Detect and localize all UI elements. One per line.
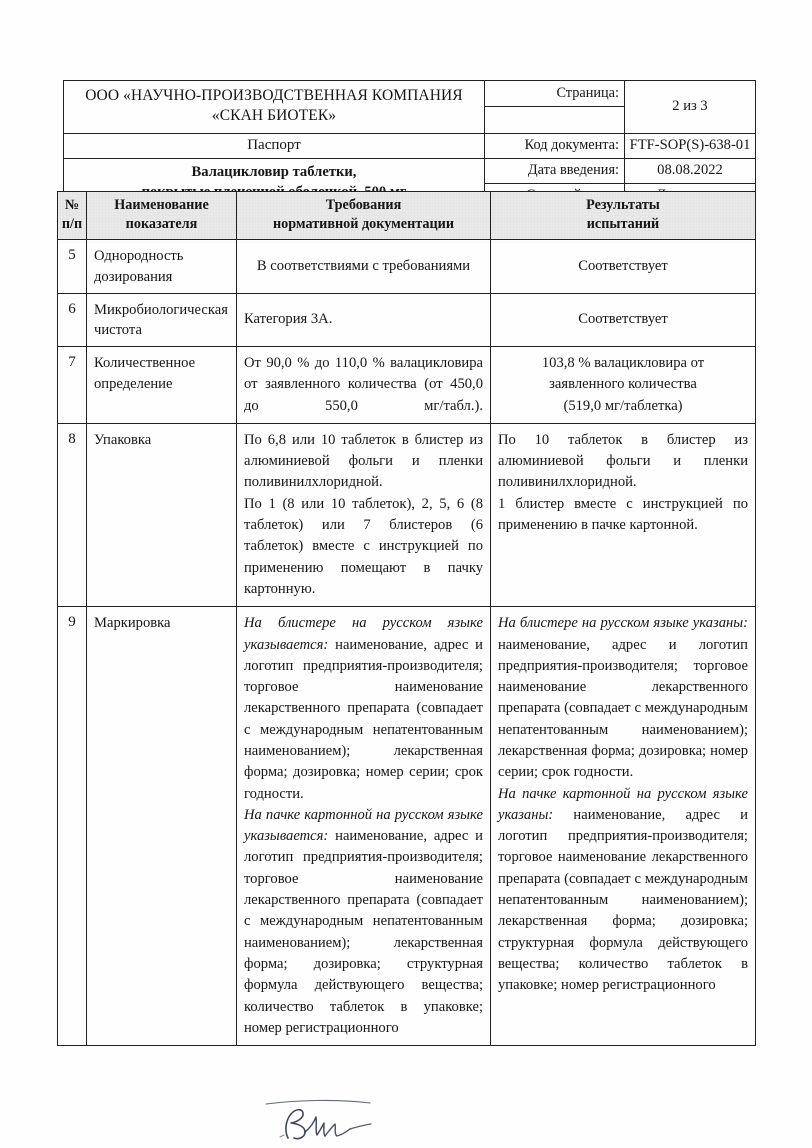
row-requirement: В соответствиями с требованиями bbox=[237, 240, 491, 293]
requirement-paragraph-1: По 6,8 или 10 таблеток в блистер из алюминиевой фольги и пленки поливинилхлоридной. bbox=[244, 431, 483, 491]
requirement-p1-lead: На блистере на русском языке указывается: bbox=[244, 615, 483, 653]
row-indicator-name: Количественное определение bbox=[87, 346, 237, 423]
requirement-p2-body: наименование, адрес и логотип предприятия-производителя; торговое наименование лекарственного препарата (совпадает с международным непатентованным наименованием); лекарственная форма; дозировка; структурная формула действующего вещества; количество таблеток в упаковке; номер регистрационного bbox=[244, 828, 483, 1036]
requirement-p1-body: наименование, адрес и логотип предприятия-производителя; торговое наименование лекарственного препарата (совпадает с международным непатентованным наименованием); лекарственная форма; дозировка; номер серии; срок годности. bbox=[244, 636, 483, 802]
doc-code-value: FTF-SOP(S)-638-01 bbox=[625, 133, 756, 158]
column-header-requirements bbox=[237, 192, 491, 240]
col-req-line2: нормативной документации bbox=[272, 216, 455, 233]
row-number: 6 bbox=[58, 293, 87, 346]
row-number: 9 bbox=[58, 607, 87, 1046]
page-label-spacer bbox=[485, 107, 625, 133]
row-number: 8 bbox=[58, 423, 87, 606]
header-row-organization bbox=[64, 81, 756, 107]
product-line-1: Валацикловир таблетки, bbox=[191, 163, 357, 180]
specification-table bbox=[57, 191, 756, 1046]
row-number: 7 bbox=[58, 346, 87, 423]
col-res-line2: испытаний bbox=[586, 216, 660, 233]
result-paragraph-2: 1 блистер вместе с инструкцией по применению в пачке картонной. bbox=[498, 495, 748, 534]
row-requirement: От 90,0 % до 110,0 % валацикловира от заявленного количества (от 450,0 до 550,0 мг/табл.). bbox=[237, 346, 491, 423]
effective-date-label: Дата введения: bbox=[485, 158, 625, 183]
col-req-line1: Требования bbox=[325, 197, 402, 213]
result-p2-lead: На пачке картонной на русском языке указаны: bbox=[498, 785, 748, 823]
page-label: Страница: bbox=[485, 81, 625, 107]
table-row bbox=[58, 423, 756, 606]
table-row bbox=[58, 346, 756, 423]
result-p1-body: наименование, адрес и логотип предприятия-производителя; торговое наименование лекарственного препарата (совпадает с международным непатентованным наименованием); лекарственная форма; дозировка; номер серии; срок годности. bbox=[498, 636, 748, 781]
result-line-2: заявленного количества bbox=[549, 376, 697, 393]
organization-name bbox=[64, 81, 485, 134]
requirement-paragraph-2: По 1 (8 или 10 таблеток), 2, 5, 6 (8 таблеток) или 7 блистеров (6 таблеток) вместе с инструкцией по применению помещают в пачку картонную. bbox=[244, 495, 483, 597]
row-indicator-name: Однородность дозирования bbox=[87, 240, 237, 293]
row-indicator-name: Микробиологическая чистота bbox=[87, 293, 237, 346]
row-result bbox=[491, 423, 756, 606]
document-header-table bbox=[63, 80, 756, 208]
column-header-results bbox=[491, 192, 756, 240]
col-res-line1: Результаты bbox=[586, 197, 660, 213]
doc-code-label: Код документа: bbox=[485, 133, 625, 158]
column-header-number bbox=[58, 192, 87, 240]
handwritten-signature bbox=[258, 1098, 448, 1146]
effective-date-value: 08.08.2022 bbox=[625, 158, 756, 183]
organization-line-2: «СКАН БИОТЕК» bbox=[211, 107, 337, 125]
requirement-paragraph-2 bbox=[244, 805, 483, 1039]
row-requirement bbox=[237, 607, 491, 1046]
row-result bbox=[491, 607, 756, 1046]
result-p1-lead: На блистере на русском языке указаны: bbox=[498, 615, 748, 632]
header-row-product-1 bbox=[64, 158, 756, 183]
row-result bbox=[491, 346, 756, 423]
row-number: 5 bbox=[58, 240, 87, 293]
table-row bbox=[58, 293, 756, 346]
row-indicator-name: Маркировка bbox=[87, 607, 237, 1046]
requirement-paragraph-1 bbox=[244, 613, 483, 805]
page-value: 2 из 3 bbox=[625, 81, 756, 134]
header-row-doctype bbox=[64, 133, 756, 158]
organization-line-1: ООО «НАУЧНО-ПРОИЗВОДСТВЕННАЯ КОМПАНИЯ bbox=[85, 87, 463, 104]
col-name-line2: показателя bbox=[125, 216, 198, 233]
result-p2-body: наименование, адрес и логотип предприятия-производителя; торговое наименование лекарственного препарата (совпадает с международным непатентованным наименованием); лекарственная форма; дозировка; структурная формула действующего вещества; количество таблеток в упаковке; номер регистрационного bbox=[498, 806, 748, 994]
col-num-line1: № bbox=[64, 197, 80, 213]
document-type: Паспорт bbox=[64, 133, 485, 158]
row-requirement bbox=[237, 423, 491, 606]
table-row bbox=[58, 240, 756, 293]
requirement-p2-lead: На пачке картонной на русском языке указывается: bbox=[244, 806, 483, 845]
result-paragraph-1 bbox=[498, 613, 748, 783]
col-num-line2: п/п bbox=[61, 216, 83, 233]
row-result: Соответствует bbox=[491, 240, 756, 293]
result-line-3: (519,0 мг/таблетка) bbox=[563, 397, 683, 414]
result-paragraph-1: По 10 таблеток в блистер из алюминиевой фольги и пленки поливинилхлоридной. bbox=[498, 431, 748, 491]
row-requirement: Категория 3А. bbox=[237, 293, 491, 346]
column-header-name bbox=[87, 192, 237, 240]
table-header-row bbox=[58, 192, 756, 240]
result-paragraph-2 bbox=[498, 784, 748, 997]
result-line-1: 103,8 % валацикловира от bbox=[541, 354, 705, 371]
col-name-line1: Наименование bbox=[114, 197, 209, 213]
row-indicator-name: Упаковка bbox=[87, 423, 237, 606]
table-row bbox=[58, 607, 756, 1046]
row-result: Соответствует bbox=[491, 293, 756, 346]
